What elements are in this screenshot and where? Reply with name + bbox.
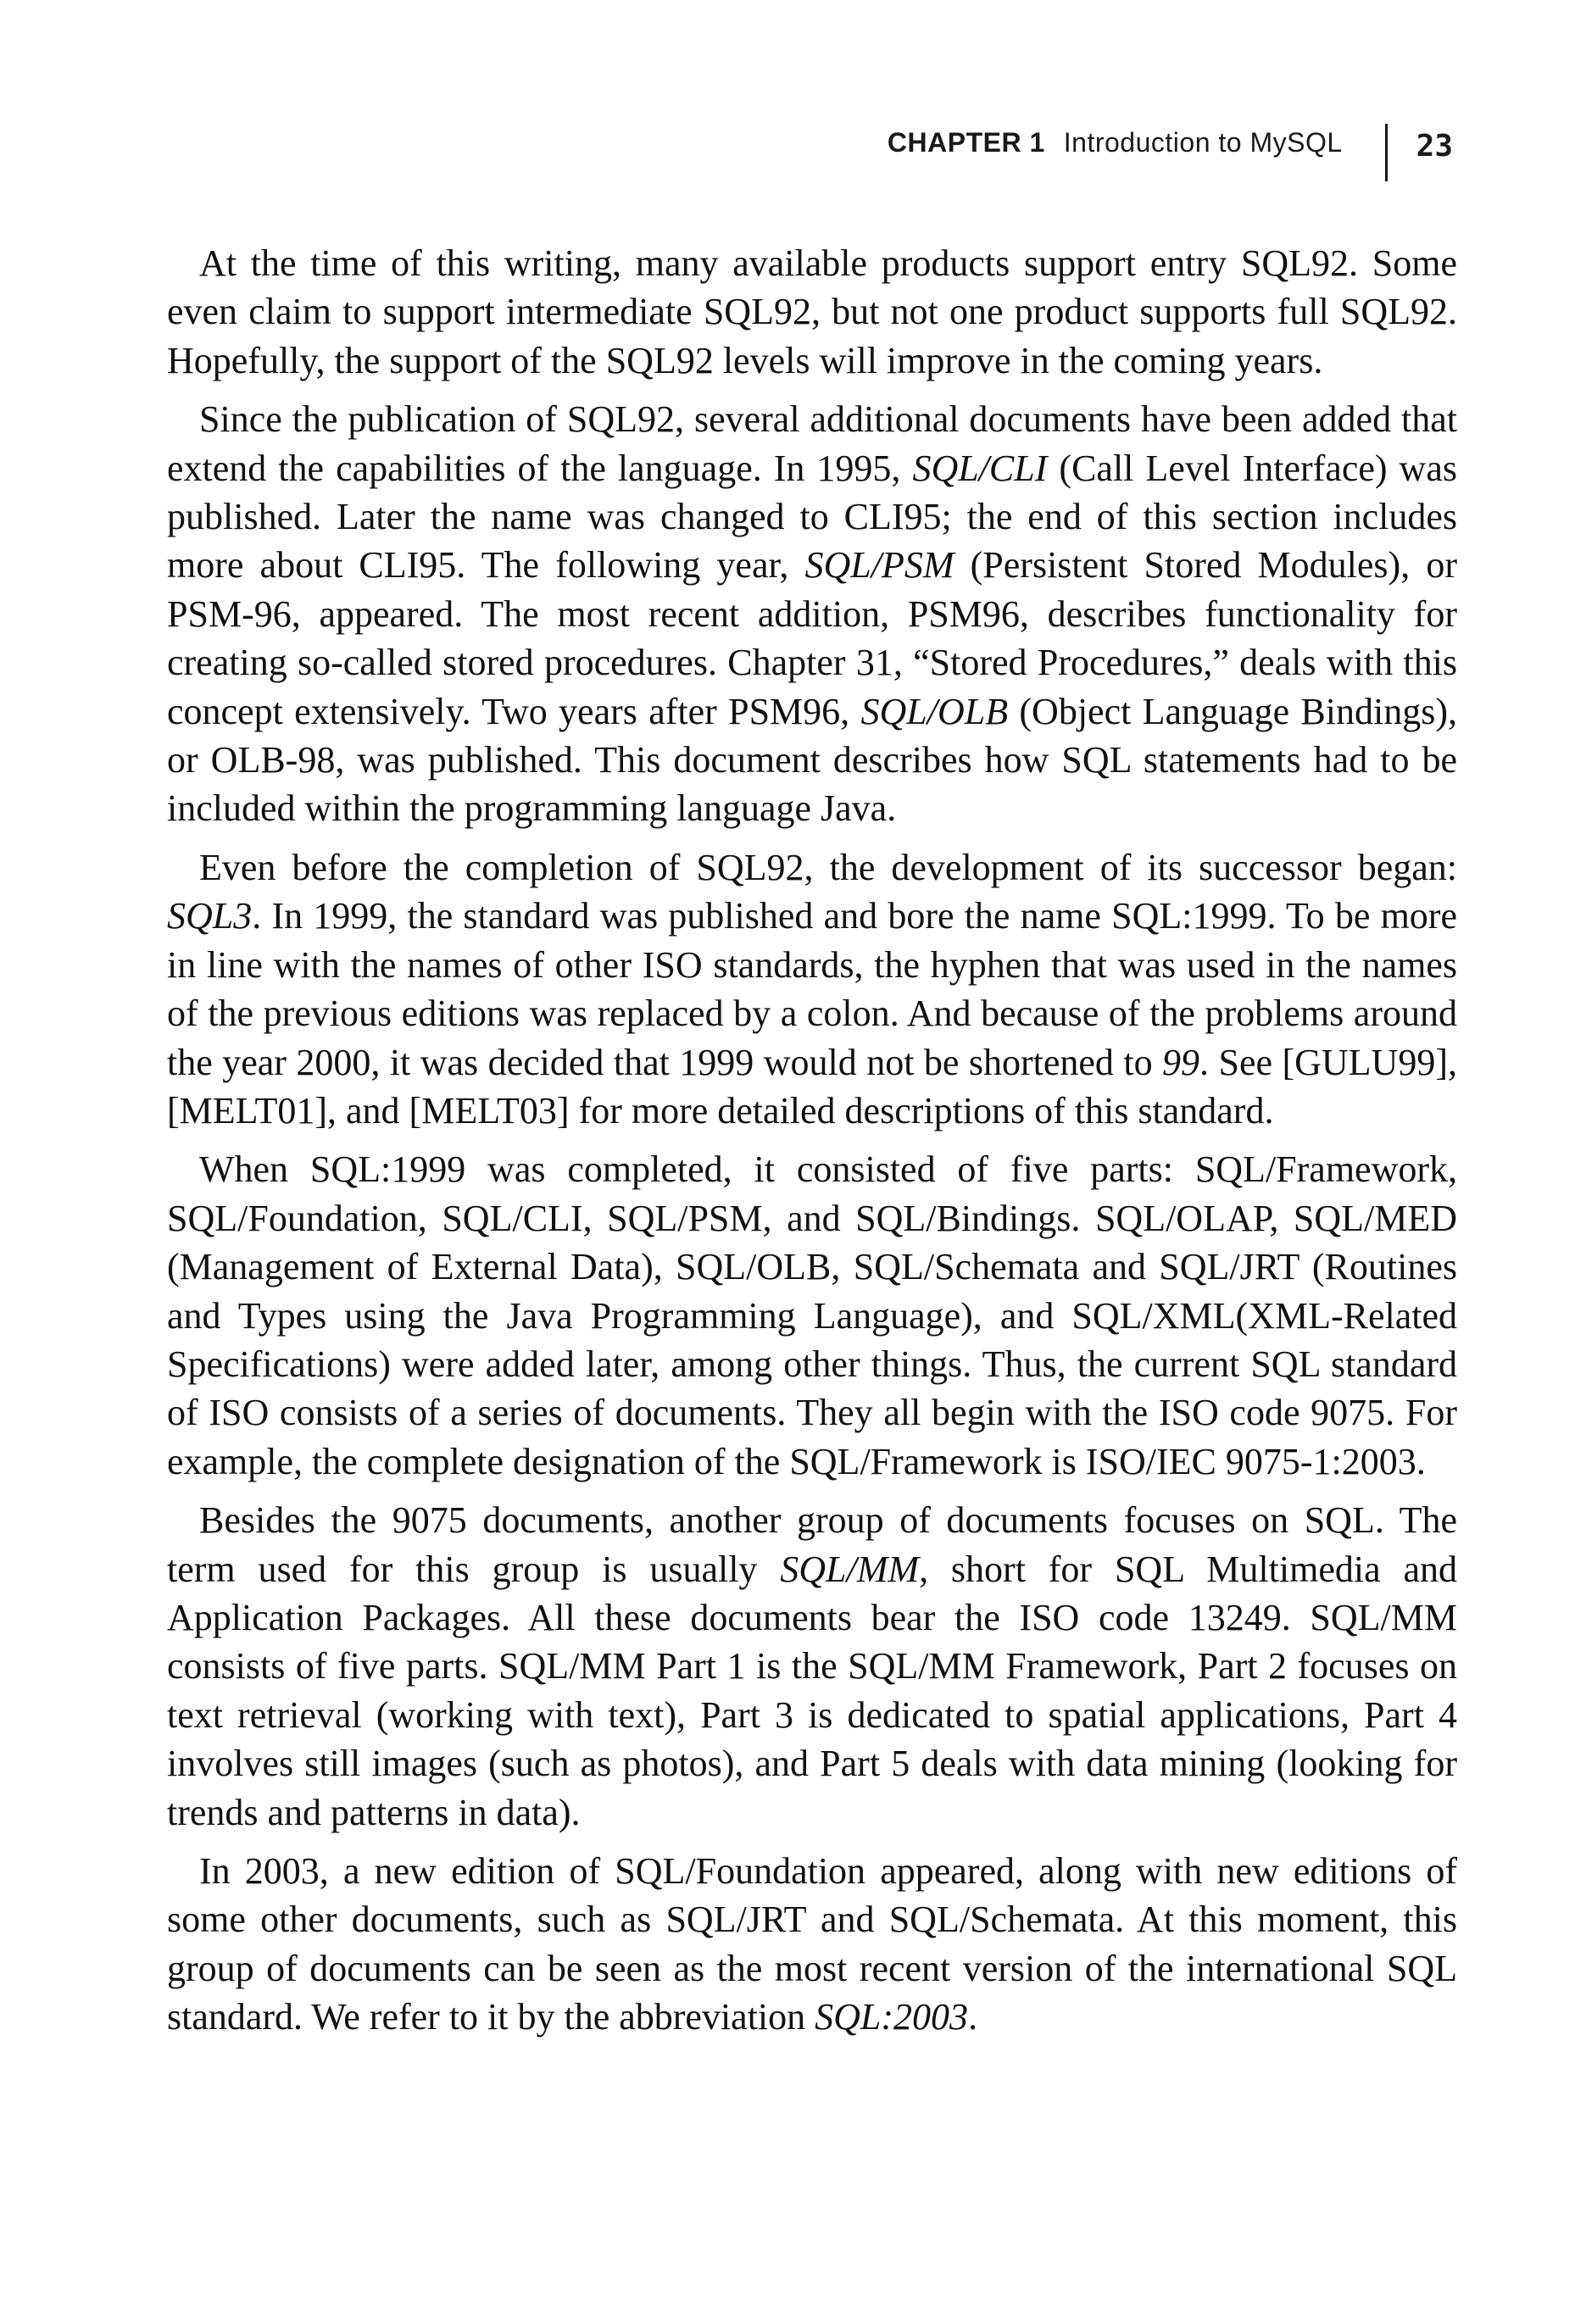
paragraph bbox=[167, 843, 1457, 1135]
text-run: . In 1999, the standard was published and bore the name SQL:1999. To be more in line with the names of other ISO standards, the hyphen that was used in the names of the previous editions was replaced by a colon. And because of the problems around the year 2000, it was decided that 1999 would not be shortened to bbox=[167, 895, 1457, 1083]
chapter-label: CHAPTER 1 bbox=[887, 127, 1045, 158]
italic-term: SQL/MM bbox=[780, 1548, 920, 1590]
chapter-title: Introduction to MySQL bbox=[1063, 127, 1343, 158]
text-run: . See [GULU99], [MELT01], and [MELT03] for more detailed descriptions of this standard. bbox=[167, 1041, 1457, 1131]
text-run: (Call Level Interface) was published. Later the name was changed to CLI95; the end of this section includes more about CLI95. The following year, bbox=[167, 447, 1457, 587]
text-run: (Persistent Stored Modules), or PSM-96, appeared. The most recent addition, PSM96, describes functionality for creating so-called stored procedures. Chapter 31, “Stored Procedures,” deals with this concept extensively. Two years after PSM96, bbox=[167, 544, 1457, 732]
text-run: Even before the completion of SQL92, the development of its successor began: bbox=[199, 846, 1457, 888]
italic-term: SQL3 bbox=[167, 895, 253, 937]
paragraph bbox=[167, 1496, 1457, 1837]
text-run: Since the publication of SQL92, several additional documents have been added that extend the capabilities of the language. In 1995, bbox=[167, 398, 1457, 489]
text-run: In 2003, a new edition of SQL/Foundation appeared, along with new editions of some other documents, such as SQL/JRT and SQL/Schemata. At this moment, this group of documents can be seen as the most recent version of the international SQL standard. We refer to it by the abbreviation bbox=[167, 1850, 1457, 2038]
italic-term: 99 bbox=[1162, 1041, 1200, 1083]
paragraph bbox=[167, 1145, 1457, 1486]
italic-term: SQL:2003 bbox=[815, 1996, 969, 2038]
text-run: (Object Language Bindings), or OLB-98, was published. This document describes how SQL statements had to be included within the programming language Java. bbox=[167, 690, 1457, 830]
text-run: . bbox=[968, 1996, 978, 2038]
text-run: , short for SQL Multimedia and Application Packages. All these documents bear the ISO code 13249. SQL/MM consists of five parts. SQL/MM Part 1 is the SQL/MM Framework, Part 2 focuses on text retrieval (working with text), Part 3 is dedicated to spatial applications, Part 4 involves still images (such as photos), and Part 5 deals with data mining (looking for trends and patterns in data). bbox=[167, 1548, 1457, 1833]
paragraph bbox=[167, 1847, 1457, 2042]
italic-term: SQL/CLI bbox=[912, 447, 1048, 489]
text-run: Besides the 9075 documents, another group of documents focuses on SQL. The term used for this group is usually bbox=[167, 1499, 1457, 1590]
italic-term: SQL/PSM bbox=[804, 544, 954, 587]
paragraph bbox=[167, 239, 1457, 385]
paragraph bbox=[167, 395, 1457, 833]
italic-term: SQL/OLB bbox=[860, 690, 1009, 732]
page-number: 23 bbox=[1416, 129, 1453, 164]
body-text bbox=[167, 239, 1457, 2052]
running-head bbox=[888, 124, 1453, 185]
running-head-text bbox=[888, 127, 1343, 158]
text-run: When SQL:1999 was completed, it consisted of five parts: SQL/Framework, SQL/Foundation, SQL/CLI, SQL/PSM, and SQL/Bindings. SQL/OLAP, SQL/MED (Management of External Data), SQL/OLB, SQL/Schemata and SQL/JRT (Routines and Types using the Java Programming Language), and SQL/XML(XML-Related Specifications) were added later, among other things. Thus, the current SQL standard of ISO consists of a series of documents. They all begin with the ISO code 9075. For example, the complete designation of the SQL/Framework is ISO/IEC 9075-1:2003. bbox=[167, 1148, 1457, 1482]
header-rule bbox=[1385, 124, 1388, 181]
text-run: At the time of this writing, many available products support entry SQL92. Some even claim to support intermediate SQL92, but not one product supports full SQL92. Hopefully, the support of the SQL92 levels will improve in the coming years. bbox=[167, 242, 1457, 381]
